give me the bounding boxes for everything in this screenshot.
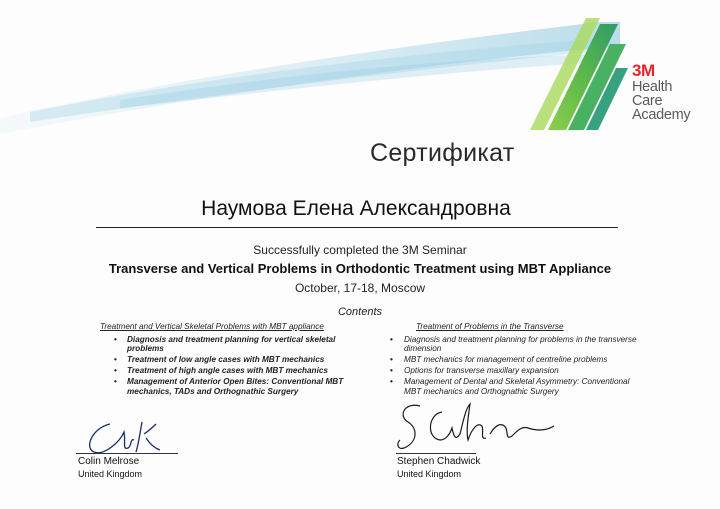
- bullet-icon: •: [114, 334, 117, 344]
- brand-line-care: Care: [632, 93, 663, 109]
- certificate-title: Сертификат: [370, 139, 515, 167]
- left-column-title: Treatment and Vertical Skeletal Problems with MBT appliance: [100, 322, 324, 331]
- signature-right-graphic: [394, 398, 564, 456]
- signer-location: United Kingdom: [78, 469, 143, 479]
- right-column-title: Treatment of Problems in the Transverse: [416, 322, 564, 331]
- brand-logo: 3M: [632, 61, 655, 80]
- signature-block-right: [397, 456, 480, 480]
- list-item: • Diagnosis and treatment planning for vertical skeletal problems: [114, 334, 336, 353]
- recipient-underline: [96, 227, 618, 228]
- bullet-icon: •: [390, 377, 393, 386]
- signature-line-left: [76, 453, 178, 454]
- right-topic-list: [390, 335, 640, 397]
- bullet-icon: •: [114, 366, 117, 375]
- bullet-icon: •: [114, 355, 117, 364]
- list-item: • Options for transverse maxillary expansion: [390, 366, 559, 375]
- list-item: • Treatment of high angle cases with MBT mechanics: [114, 366, 328, 375]
- list-item: • MBT mechanics for management of centreline problems: [390, 355, 608, 364]
- brand-line-academy: Academy: [632, 107, 691, 123]
- seminar-date: October, 17-18, Moscow: [294, 281, 426, 295]
- list-item: • Diagnosis and treatment planning for problems in the transverse dimension: [390, 334, 637, 353]
- contents-right-column: [390, 322, 640, 398]
- brand-line-health: Health: [632, 79, 673, 95]
- decorative-stripe-band: [0, 0, 720, 140]
- bullet-icon: •: [390, 334, 393, 344]
- bullet-icon: •: [390, 355, 393, 364]
- signer-name: Colin Melrose: [78, 456, 140, 467]
- seminar-title: Transverse and Vertical Problems in Orthodontic Treatment using MBT Appliance: [108, 261, 612, 276]
- list-item: • Management of Dental and Skeletal Asymmetry: Conventional MBT mechanics and Orthognathic Surgery: [390, 377, 630, 396]
- brand-block: [632, 62, 716, 122]
- list-item: • Treatment of low angle cases with MBT mechanics: [114, 355, 325, 364]
- signature-line-right: [396, 453, 476, 454]
- list-item: • Management of Anterior Open Bites: Conventional MBT mechanics, TADs and Orthognathic Surgery: [114, 377, 344, 396]
- signer-location: United Kingdom: [397, 469, 462, 479]
- left-topic-list: [100, 335, 368, 397]
- contents-heading: Contents: [337, 306, 383, 318]
- bullet-icon: •: [114, 377, 117, 386]
- signature-block-left: [78, 456, 142, 480]
- contents-left-column: [100, 322, 368, 398]
- signature-left-graphic: [80, 418, 180, 458]
- recipient-name: Наумова Елена Александровна: [201, 197, 511, 220]
- completion-statement: Successfully completed the 3M Seminar: [253, 243, 467, 257]
- bullet-icon: •: [390, 366, 393, 375]
- signer-name: Stephen Chadwick: [397, 456, 481, 467]
